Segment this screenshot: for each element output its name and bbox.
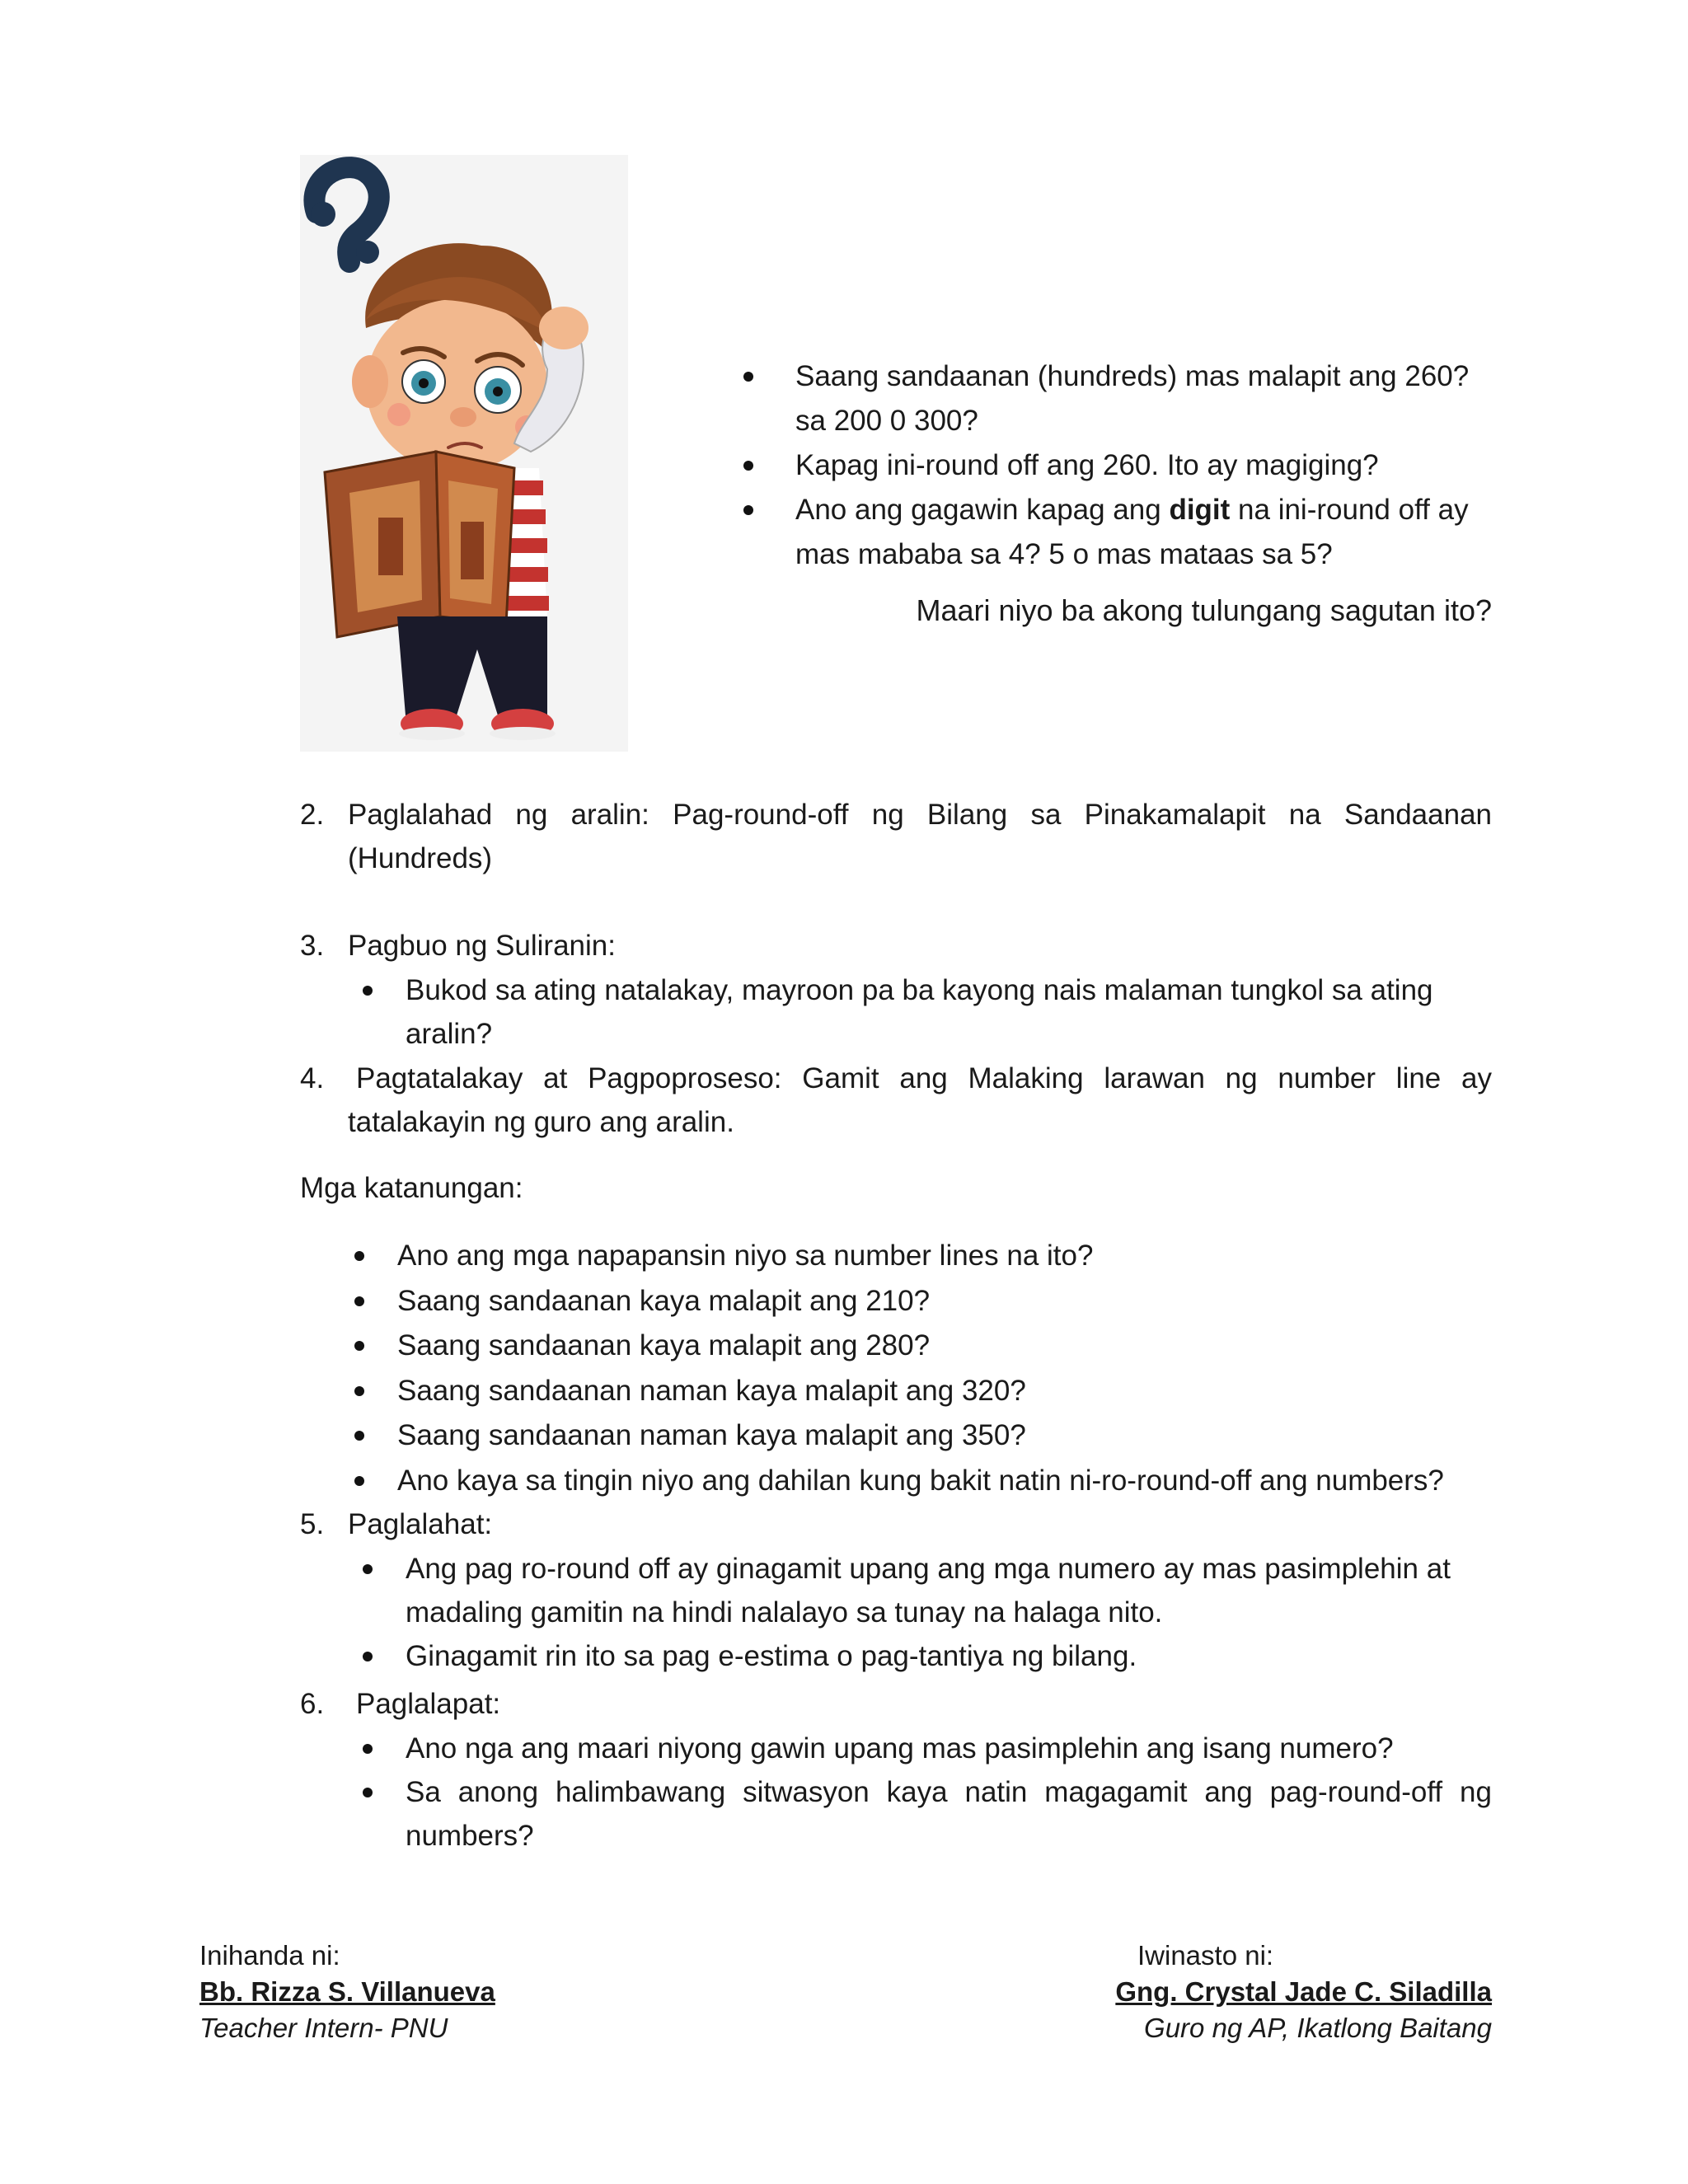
- list-item: Saang sandaanan naman kaya malapit ang 350?: [397, 1413, 1492, 1459]
- list-item: Sa anong halimbawang sitwasyon kaya natin magagamit ang pag-round-off ng numbers?: [406, 1770, 1492, 1858]
- preparer-name: Bb. Rizza S. Villanueva: [199, 1976, 495, 2007]
- list-item: Ginagamit rin ito sa pag e-estima o pag-tantiya ng bilang.: [406, 1634, 1492, 1678]
- section-number: 3.: [300, 930, 325, 962]
- help-request-text: Maari niyo ba akong tulungang sagutan ito?: [916, 593, 1492, 627]
- intro-question: Saang sandaanan (hundreds) mas malapit ang 260? sa 200 0 300?: [746, 354, 1492, 443]
- list-item: Ano ang mga napapansin niyo sa number lines na ito?: [397, 1234, 1492, 1279]
- section-number: 6.: [300, 1688, 325, 1720]
- intro-question: Kapag ini-round off ang 260. Ito ay magiging?: [746, 443, 1492, 488]
- section-number: 4.: [300, 1062, 325, 1094]
- section-6-list: [406, 1727, 1492, 1858]
- list-item: Saang sandaanan kaya malapit ang 210?: [397, 1279, 1492, 1324]
- intro-question: Ano ang gagawin kapag ang digit na ini-round off ay mas mababa sa 4? 5 o mas mataas sa 5?: [746, 488, 1492, 577]
- prepared-by-label: Inihanda ni:: [199, 1940, 340, 1971]
- section-text: Paglalahad ng aralin: Pag-round-off ng Bilang sa Pinakamalapit na Sandaanan (Hundreds): [348, 799, 1492, 874]
- confused-boy-illustration: [300, 155, 628, 752]
- list-item: Bukod sa ating natalakay, mayroon pa ba kayong nais malaman tungkol sa ating aralin?: [406, 968, 1492, 1056]
- preparer-role: Teacher Intern- PNU: [199, 2013, 448, 2043]
- checked-by-block: [915, 1938, 1492, 2046]
- bold-digit-word: digit: [1169, 494, 1231, 526]
- section-title: Paglalahat:: [348, 1508, 493, 1540]
- section-number: 5.: [300, 1508, 325, 1540]
- questions-list: [397, 1234, 1492, 1503]
- checker-name: Gng. Crystal Jade C. Siladilla: [1115, 1976, 1492, 2007]
- list-item: Ano kaya sa tingin niyo ang dahilan kung bakit natin ni-ro-round-off ang numbers?: [397, 1459, 1492, 1504]
- book-icon: [325, 452, 514, 637]
- section-5-list: [406, 1547, 1492, 1678]
- questions-title: Mga katanungan:: [300, 1172, 523, 1204]
- checker-role: Guro ng AP, Ikatlong Baitang: [1144, 2013, 1492, 2043]
- section-3-list: [406, 968, 1492, 1056]
- list-item: Saang sandaanan naman kaya malapit ang 320?: [397, 1369, 1492, 1414]
- section-number: 2.: [300, 799, 325, 831]
- prepared-by-block: [199, 1938, 776, 2046]
- list-item: Ano nga ang maari niyong gawin upang mas pasimplehin ang isang numero?: [406, 1727, 1492, 1770]
- intro-questions-list: [746, 354, 1492, 577]
- section-title: Pagbuo ng Suliranin:: [348, 930, 616, 962]
- section-title: Paglalapat:: [356, 1688, 501, 1720]
- section-text: Pagtatalakay at Pagpoproseso: Gamit ang Malaking larawan ng number line ay tatalakayin ng guro ang aralin.: [348, 1062, 1492, 1138]
- list-item: Ang pag ro-round off ay ginagamit upang ang mga numero ay mas pasimplehin at madaling gamitin na hindi nalalayo sa tunay na halaga nito.: [406, 1547, 1492, 1634]
- list-item: Saang sandaanan kaya malapit ang 280?: [397, 1324, 1492, 1369]
- checked-by-label: Iwinasto ni:: [1137, 1940, 1274, 1971]
